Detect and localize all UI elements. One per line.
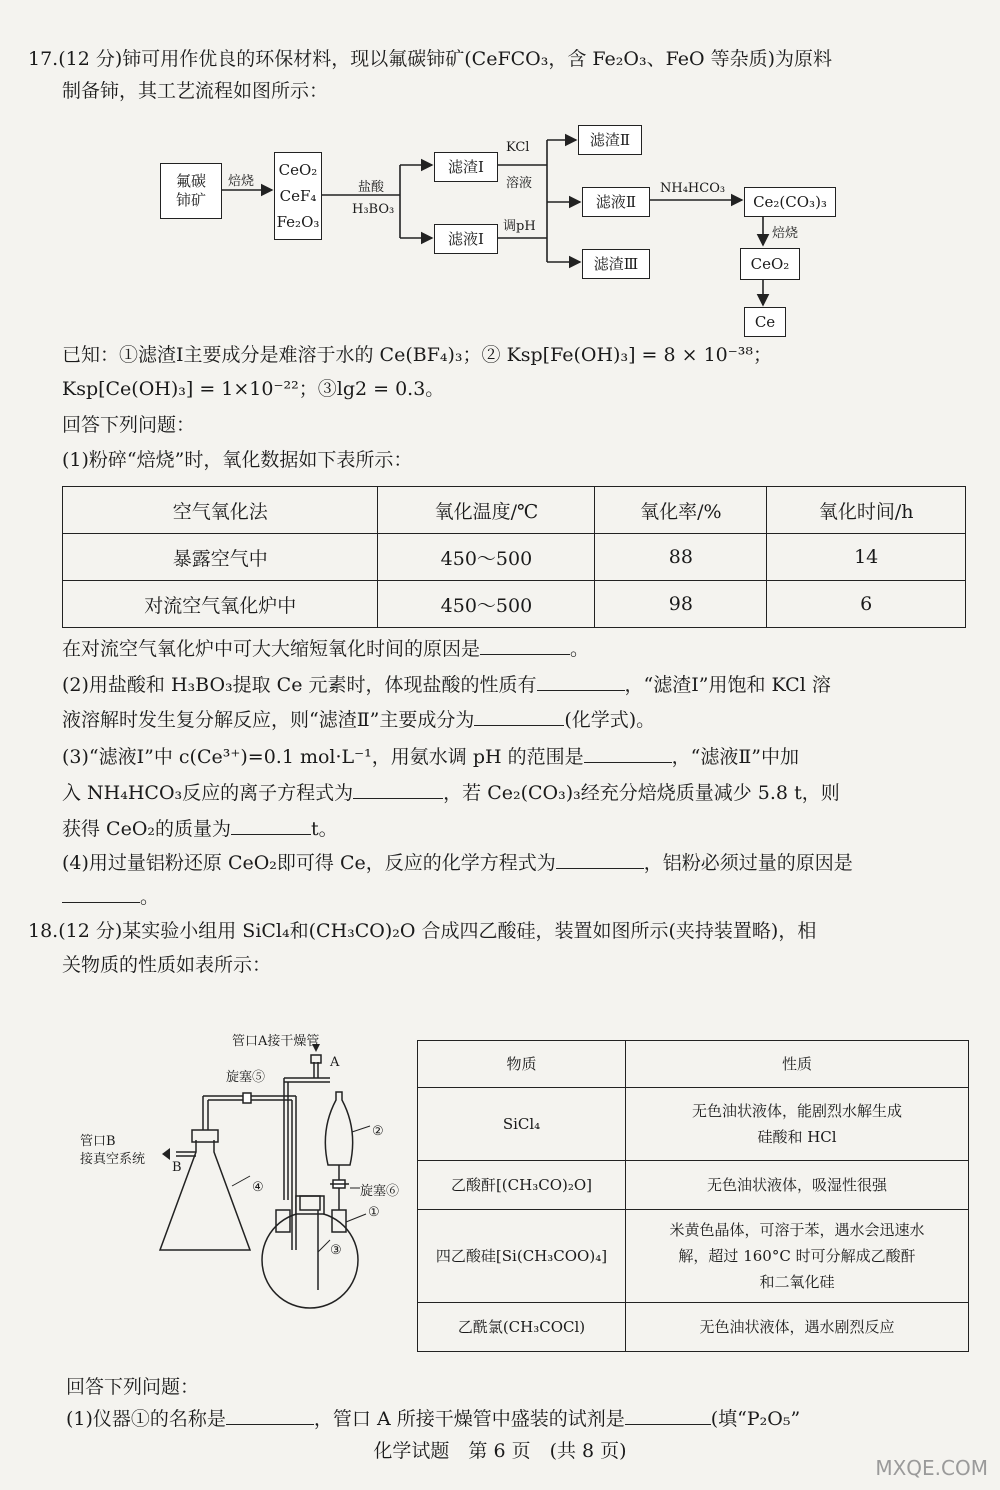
- page-footer: 化学试题 第 6 页 (共 8 页): [373, 1440, 627, 1462]
- ce-box: Ce: [744, 307, 786, 337]
- table-header: 氧化时间/h: [767, 487, 966, 534]
- roast-label-1: 焙烧: [228, 174, 255, 189]
- tube-a-label: 管口A接干燥管: [232, 1034, 320, 1049]
- table-cell: 98: [595, 581, 767, 628]
- question-text: ，管口 A 所接干燥管中盛装的试剂是: [313, 1408, 625, 1430]
- question-text: (3)“滤液Ⅰ”中 c(Ce³⁺)=0.1 mol·L⁻¹，用氨水调 pH 的范围是: [62, 746, 584, 768]
- ceo2-box: CeO₂: [740, 248, 800, 280]
- table-cell: 乙酸酐[(CH₃CO)₂O]: [418, 1161, 626, 1210]
- table-row: [63, 581, 966, 628]
- question-text: 液溶解时发生复分解反应，则“滤渣Ⅱ”主要成分为: [62, 709, 475, 731]
- table-cell: SiCl₄: [418, 1088, 626, 1161]
- answer-blank[interactable]: [625, 1406, 711, 1425]
- question-text: ，铝粉必须过量的原因是: [643, 852, 853, 874]
- table-cell: 450～500: [378, 534, 595, 581]
- question-text: 。: [140, 886, 160, 908]
- answer-blank[interactable]: [353, 780, 443, 799]
- q18-part1: [66, 1404, 800, 1434]
- question-text: (填“P₂O₅”: [710, 1408, 801, 1430]
- q17-part2-line1: [62, 670, 831, 700]
- table-cell: 对流空气氧化炉中: [63, 581, 378, 628]
- question-text: ，“滤渣Ⅰ”用饱和 KCl 溶: [624, 674, 831, 696]
- answer-blank[interactable]: [584, 744, 672, 763]
- known-conditions-2: Ksp[Ce(OH)₃] = 1×10⁻²²；③lg2 = 0.3。: [62, 378, 445, 400]
- q18-line1: 18.(12 分)某实验小组用 SiCl₄和(CH₃CO)₂O 合成四乙酸硅，装置如图所示(夹持装置略)，相: [28, 920, 817, 942]
- oxidation-table: [62, 486, 966, 628]
- q18-line2: 关物质的性质如表所示：: [62, 954, 272, 976]
- table-cell: 无色油状液体，遇水剧烈反应: [626, 1303, 969, 1352]
- table-cell: 14: [767, 534, 966, 581]
- properties-table: [417, 1040, 969, 1352]
- table-row: [418, 1088, 969, 1161]
- table-header: 空气氧化法: [63, 487, 378, 534]
- table-cell: 暴露空气中: [63, 534, 378, 581]
- question-text: 在对流空气氧化炉中可大大缩短氧化时间的原因是: [62, 638, 481, 660]
- filtrate1-box: 滤液Ⅰ: [434, 224, 498, 254]
- answer-prompt-17: 回答下列问题：: [62, 414, 196, 436]
- question-text: (2)用盐酸和 H₃BO₃提取 Ce 元素时，体现盐酸的性质有: [62, 674, 537, 696]
- acid-label: 盐酸: [358, 180, 385, 195]
- kcl-label: KCl: [506, 140, 530, 155]
- table-header: 氧化率/%: [595, 487, 767, 534]
- table-cell: 450～500: [378, 581, 595, 628]
- solution-label: 溶液: [506, 176, 533, 191]
- q17-line2: 制备铈，其工艺流程如图所示：: [62, 80, 329, 102]
- answer-prompt-18: 回答下列问题：: [66, 1376, 200, 1398]
- label-1: ①: [368, 1205, 380, 1220]
- a-label: A: [330, 1055, 340, 1070]
- answer-blank[interactable]: [226, 1406, 314, 1425]
- slag1-box: 滤渣Ⅰ: [434, 152, 498, 182]
- question-text: 入 NH₄HCO₃反应的离子方程式为: [62, 782, 354, 804]
- label-4: ④: [252, 1180, 264, 1195]
- question-text: (化学式)。: [564, 709, 656, 731]
- valve5-label: 旋塞⑤: [226, 1070, 266, 1085]
- flowchart-arrows: [0, 0, 1000, 340]
- table-row: [418, 1303, 969, 1352]
- answer-blank[interactable]: [231, 816, 311, 835]
- roast-label-2: 焙烧: [772, 226, 799, 241]
- vacuum-label: 接真空系统: [80, 1152, 146, 1167]
- valve6-label: 旋塞⑥: [360, 1184, 400, 1199]
- table-cell: 无色油状液体，能剧烈水解生成 硅酸和 HCl: [626, 1088, 969, 1161]
- tube-b-label: 管口B: [80, 1134, 116, 1149]
- h3bo3-label: H₃BO₃: [352, 202, 395, 217]
- q17-part2-line2: [62, 705, 655, 735]
- question-text: ，若 Ce₂(CO₃)₃经充分焙烧质量减少 5.8 t，则: [443, 782, 840, 804]
- table-header: 物质: [418, 1041, 626, 1088]
- watermark: MXQE.COM: [875, 1456, 988, 1480]
- question-text: (4)用过量铝粉还原 CeO₂即可得 Ce，反应的化学方程式为: [62, 852, 556, 874]
- apparatus-drawing: [0, 1000, 420, 1330]
- table-cell: 88: [595, 534, 767, 581]
- q17-part4-line1: [62, 848, 853, 878]
- table-cell: 乙酰氯(CH₃COCl): [418, 1303, 626, 1352]
- answer-blank[interactable]: [62, 884, 140, 903]
- table-header: 性质: [626, 1041, 969, 1088]
- q17-part1: (1)粉碎“焙烧”时，氧化数据如下表所示：: [62, 449, 413, 471]
- question-text: t。: [311, 818, 338, 840]
- table-row: [63, 534, 966, 581]
- table-row: [418, 1210, 969, 1303]
- filtrate2-box: 滤液Ⅱ: [582, 187, 650, 217]
- table-cell: 6: [767, 581, 966, 628]
- table-header: 氧化温度/℃: [378, 487, 595, 534]
- q17-line1: 17.(12 分)铈可用作优良的环保材料，现以氟碳铈矿(CeFCO₃，含 Fe₂O₃、FeO 等杂质)为原料: [28, 48, 833, 70]
- answer-blank[interactable]: [474, 707, 564, 726]
- label-2: ②: [372, 1124, 384, 1139]
- known-conditions-1: 已知：①滤渣Ⅰ主要成分是难溶于水的 Ce(BF₄)₃；② Ksp[Fe(OH)₃] = 8 × 10⁻³⁸；: [62, 344, 773, 366]
- answer-blank[interactable]: [480, 636, 570, 655]
- mixture-box: CeO₂ CeF₄ Fe₂O₃: [274, 152, 322, 240]
- ore-box: 氟碳 铈矿: [160, 163, 222, 219]
- q17-part4-line2: [62, 882, 159, 912]
- answer-blank[interactable]: [537, 672, 625, 691]
- answer-blank[interactable]: [556, 850, 644, 869]
- q17-part3-line3: [62, 814, 338, 844]
- table-cell: 无色油状液体，吸湿性很强: [626, 1161, 969, 1210]
- table-row: [418, 1161, 969, 1210]
- q17-part1-question: 在对流空气氧化炉中可大大缩短氧化时间的原因是 。: [62, 638, 590, 660]
- table-cell: 四乙酸硅[Si(CH₃COO)₄]: [418, 1210, 626, 1303]
- adjust-ph-label: 调pH: [503, 219, 536, 234]
- slag2-box: 滤渣Ⅱ: [578, 125, 642, 155]
- q17-part3-line1: [62, 742, 799, 772]
- nh4hco3-label: NH₄HCO₃: [660, 181, 726, 196]
- question-text: (1)仪器①的名称是: [66, 1408, 226, 1430]
- b-label: B: [172, 1160, 182, 1175]
- label-3: ③: [330, 1243, 342, 1258]
- slag3-box: 滤渣Ⅲ: [582, 249, 650, 279]
- question-text: ，“滤液Ⅱ”中加: [671, 746, 799, 768]
- table-cell: 米黄色晶体，可溶于苯，遇水会迅速水 解，超过 160°C 时可分解成乙酸酐 和二氧化硅: [626, 1210, 969, 1303]
- q17-part3-line2: [62, 778, 840, 808]
- carbonate-box: Ce₂(CO₃)₃: [744, 187, 836, 217]
- question-text: 获得 CeO₂的质量为: [62, 818, 232, 840]
